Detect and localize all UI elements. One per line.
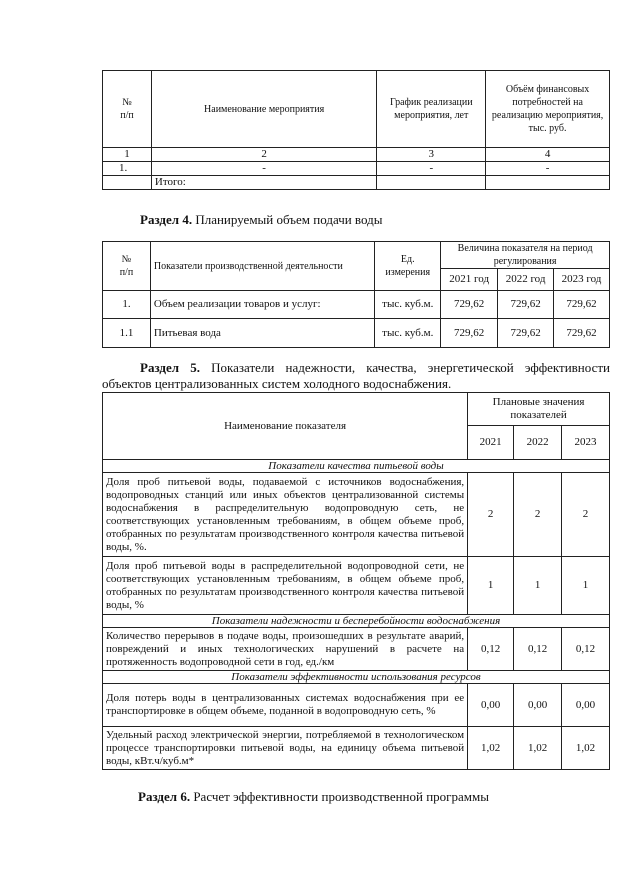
header-year: 2021 год (441, 269, 498, 291)
indicator-value: 1 (514, 557, 562, 615)
total-label: Итого: (151, 176, 376, 190)
section6-heading (138, 789, 489, 805)
section5-title-line1: Показатели надежности, качества, энергетической эффективности (211, 360, 611, 375)
section5-title-line2: объектов централизованных систем холодного водоснабжения. (102, 376, 452, 391)
group-title-efficiency: Показатели эффективности использования ресурсов (103, 671, 610, 684)
row-value: 729,62 (498, 319, 554, 348)
indicator-text: Удельный расход электрической энергии, потребляемой в технологическом процессе транспортировки питьевой воды, на единицу объема питьевой воды, кВт.ч/куб.м* (103, 727, 468, 770)
row-num: 1. (103, 291, 151, 319)
indicator-value: 2 (562, 473, 610, 557)
group-title-reliability: Показатели надежности и бесперебойности водоснабжения (103, 615, 610, 628)
total-cell (377, 176, 486, 190)
indicator-value: 0,12 (468, 628, 514, 671)
index-cell: 3 (377, 148, 486, 162)
header-indicator-name: Наименование показателя (103, 393, 468, 460)
header-period: Величина показателя на период регулирования (441, 242, 610, 269)
row-name: Питьевая вода (150, 319, 374, 348)
header-indicator: Показатели производственной деятельности (150, 242, 374, 291)
reliability-table (102, 392, 610, 770)
row-value: 729,62 (498, 291, 554, 319)
indicator-text: Количество перерывов в подаче воды, произошедших в результате аварий, повреждений и иных технологических нарушений в расчете на протяженность водопроводной сети в год, ед./км (103, 628, 468, 671)
indicator-value: 1 (562, 557, 610, 615)
row-unit: тыс. куб.м. (375, 319, 441, 348)
section4-heading (140, 212, 382, 228)
index-cell: 2 (151, 148, 376, 162)
row-value: 729,62 (441, 291, 498, 319)
total-cell (486, 176, 610, 190)
group-title-quality: Показатели качества питьевой воды (103, 460, 610, 473)
section6-title: Расчет эффективности производственной программы (193, 789, 489, 804)
row-name: Объем реализации товаров и услуг: (150, 291, 374, 319)
row-value: 729,62 (554, 291, 610, 319)
section6-prefix: Раздел 6. (138, 789, 191, 804)
header-unit: Ед. измерения (375, 242, 441, 291)
header-num: № п/п (103, 242, 151, 291)
section5-heading (102, 360, 610, 392)
index-cell: 4 (486, 148, 610, 162)
row-unit: тыс. куб.м. (375, 291, 441, 319)
section4-title: Планируемый объем подачи воды (195, 212, 383, 227)
section5-prefix: Раздел 5. (140, 360, 200, 375)
indicator-value: 1,02 (514, 727, 562, 770)
row-value: 729,62 (554, 319, 610, 348)
header-year: 2022 год (498, 269, 554, 291)
indicator-value: 2 (468, 473, 514, 557)
row-num: 1.1 (103, 319, 151, 348)
indicator-value: 0,00 (562, 684, 610, 727)
index-cell: 1 (103, 148, 152, 162)
header-year: 2023 год (554, 269, 610, 291)
header-year: 2022 (514, 426, 562, 460)
indicator-value: 2 (514, 473, 562, 557)
header-activity-name: Наименование мероприятия (151, 71, 376, 148)
section4-prefix: Раздел 4. (140, 212, 193, 227)
indicator-value: 1 (468, 557, 514, 615)
header-num: № п/п (103, 71, 152, 148)
header-schedule: График реализации мероприятия, лет (377, 71, 486, 148)
activities-table (102, 70, 610, 190)
header-plan: Плановые значения показателей (468, 393, 610, 426)
indicator-value: 1,02 (468, 727, 514, 770)
row-value: - (377, 162, 486, 176)
indicator-text: Доля проб питьевой воды в распределительной водопроводной сети, не соответствующих установленным требованиям, в общем объеме проб, отобранных по результатам производственного контроля качества питьевой воды, % (103, 557, 468, 615)
header-year: 2023 (562, 426, 610, 460)
header-year: 2021 (468, 426, 514, 460)
row-value: - (486, 162, 610, 176)
indicator-text: Доля проб питьевой воды, подаваемой с источников водоснабжения, водопроводных станций или иных объектов централизованной системы водоснабжения в распределительную водопроводную сеть, не соответствующих установленным требованиям, в общем объеме проб, отобранных по результатам производственного контроля качества питьевой воды, %. (103, 473, 468, 557)
indicator-value: 0,12 (562, 628, 610, 671)
row-num: 1. (103, 162, 152, 176)
indicator-value: 0,12 (514, 628, 562, 671)
indicator-text: Доля потерь воды в централизованных системах водоснабжения при ее транспортировке в общем объеме, поданной в водопроводную сеть, % (103, 684, 468, 727)
indicator-value: 0,00 (514, 684, 562, 727)
indicator-value: 0,00 (468, 684, 514, 727)
row-value: - (151, 162, 376, 176)
indicator-value: 1,02 (562, 727, 610, 770)
header-finance: Объём финансовых потребностей на реализацию мероприятия, тыс. руб. (486, 71, 610, 148)
water-supply-table (102, 241, 610, 348)
total-num-cell (103, 176, 152, 190)
row-value: 729,62 (441, 319, 498, 348)
